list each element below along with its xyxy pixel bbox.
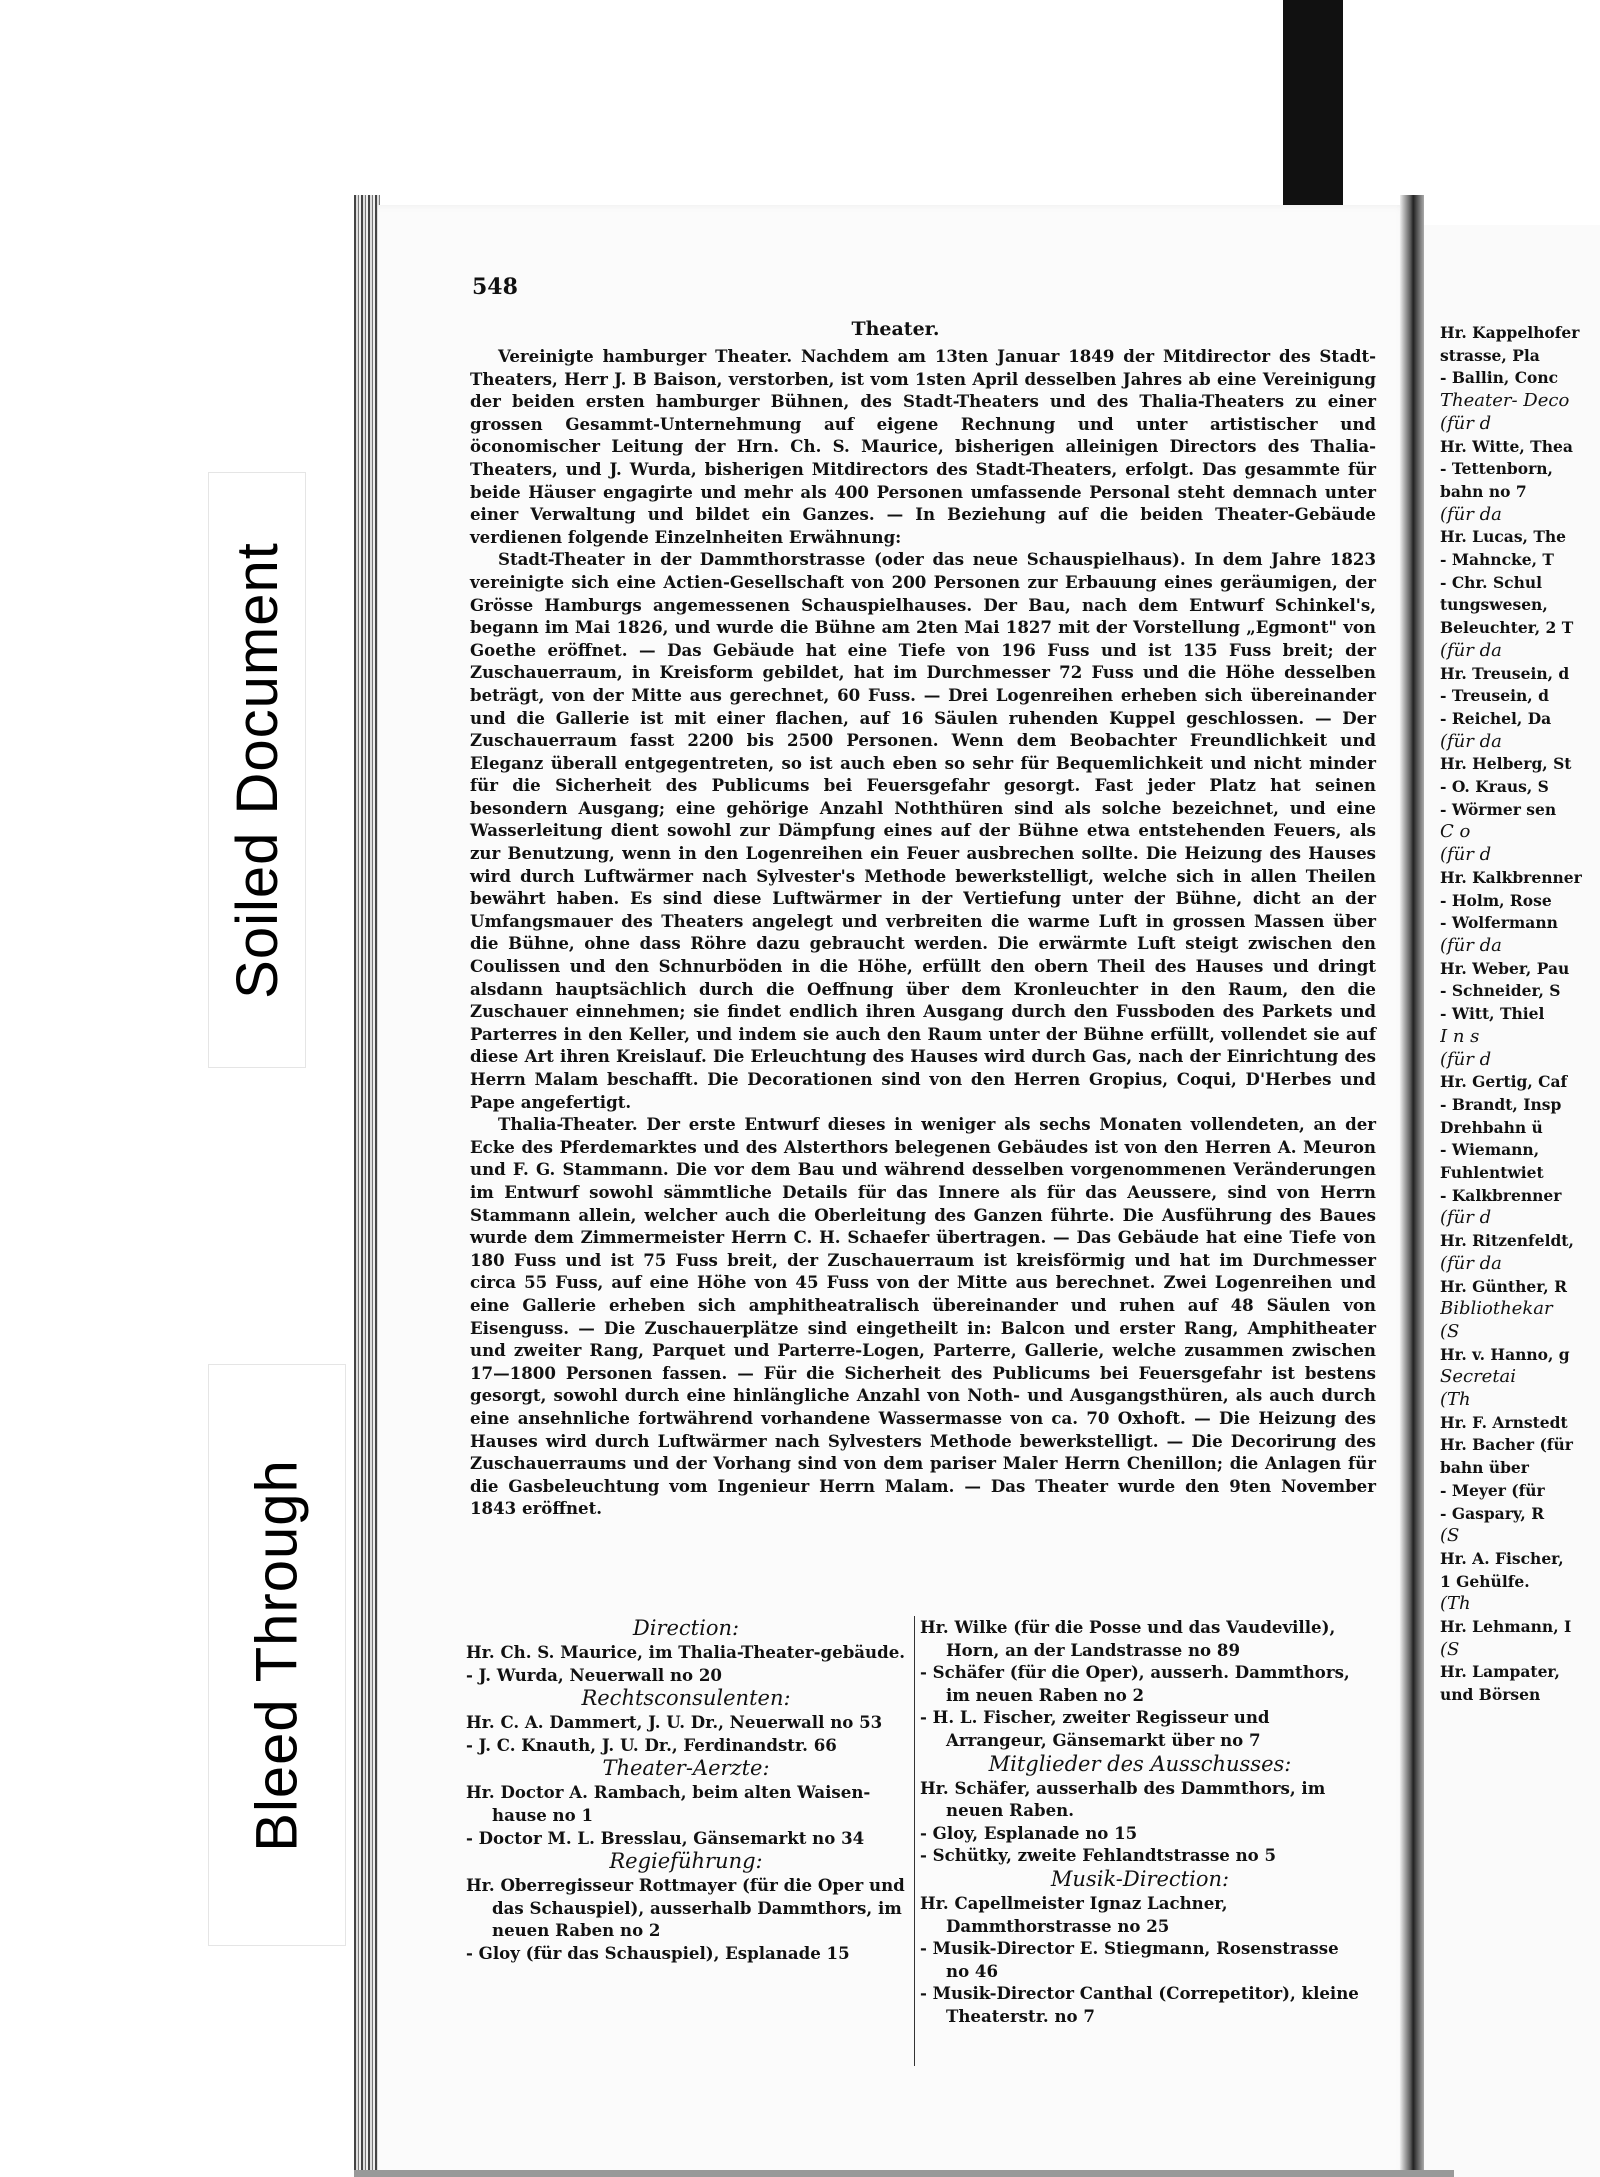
stage-direction-heading: Regieführung: xyxy=(609,1849,763,1874)
list-item: - Musik-Director E. Stiegmann, Rosenstrasse no 46 xyxy=(920,1938,1339,1981)
right-page-line: (für da xyxy=(1440,1252,1502,1274)
right-page-text xyxy=(1440,322,1600,1707)
right-page-line: (für da xyxy=(1440,639,1502,661)
list-item: Hr. Doctor A. Rambach, beim alten Waisen-hause no 1 xyxy=(466,1782,871,1825)
right-page-line: 1 Gehülfe. xyxy=(1440,1571,1530,1591)
right-page-line: Theater- Deco xyxy=(1440,390,1570,412)
right-page-line: - Treusein, d xyxy=(1440,686,1549,706)
section-title: Theater. xyxy=(851,318,940,340)
right-page-line: Hr. Lampater, xyxy=(1440,1662,1560,1682)
column-divider xyxy=(914,1616,915,2066)
book-edge xyxy=(354,195,380,2177)
soiled-document-label xyxy=(208,472,306,1068)
book-bottom-edge xyxy=(354,2170,1454,2177)
right-page-line: Hr. Gertig, Caf xyxy=(1440,1072,1568,1092)
committee-heading: Mitglieder des Ausschusses: xyxy=(988,1751,1292,1776)
list-item: Hr. C. A. Dammert, J. U. Dr., Neuerwall no 53 xyxy=(466,1712,883,1733)
right-page-line: Hr. Treusein, d xyxy=(1440,663,1570,683)
right-page-line: - Mahncke, T xyxy=(1440,550,1554,570)
list-item: - J. Wurda, Neuerwall no 20 xyxy=(466,1664,722,1685)
right-page-line: (für da xyxy=(1440,934,1502,956)
list-item: - Doctor M. L. Bresslau, Gänsemarkt no 34 xyxy=(466,1827,865,1848)
right-page-line: Drehbahn ü xyxy=(1440,1117,1543,1137)
right-page-line: Hr. Lucas, The xyxy=(1440,527,1567,547)
right-page-line: - Gaspary, R xyxy=(1440,1503,1545,1523)
soiled-document-label-text: Soiled Document xyxy=(224,541,290,999)
right-page-line: (Th xyxy=(1440,1593,1471,1615)
right-page-line: (für d xyxy=(1440,412,1492,434)
right-page-line: (S xyxy=(1440,1525,1460,1547)
right-page-line: - O. Kraus, S xyxy=(1440,777,1549,797)
right-page-line: - Wörmer sen xyxy=(1440,799,1557,819)
list-item: - Gloy, Esplanade no 15 xyxy=(920,1822,1138,1843)
right-page-line: bahn über xyxy=(1440,1458,1529,1478)
right-page-line: - Brandt, Insp xyxy=(1440,1094,1562,1114)
book-gutter xyxy=(1400,195,1424,2177)
staff-column-right xyxy=(920,1616,1360,2028)
paragraph-vereinigte: Vereinigte hamburger Theater. Nachdem am 13ten Januar 1849 der Mitdirector des Stadt-Theaters, Herr J. B Baison, verstorben, ist vom 1sten April desselben Jahres ab eine Vereinigung der beiden ersten hamburger Bühnen, des Stadt-Theaters und des Thalia-Theaters zu einer grossen Gesammt-Unternehmung auf eigene Rechnung und unter artistischer und öconomischer Leitung der Hrn. Ch. S. Maurice, bisherigen alleinigen Directors des Thalia-Theaters, und J. Wurda, bisherigen Mitdirectors des Stadt-Theaters, erfolgt. Das gesammte für beide Häuser engagirte und mehr als 400 Personen umfassende Personal steht demnach unter einer Verwaltung und bildet ein Ganzes. — In Beziehung auf die beiden Theater-Gebäude verdienen folgende Einzelnheiten Erwähnung: xyxy=(470,346,1376,547)
right-page-line: Hr. Helberg, St xyxy=(1440,754,1572,774)
right-page-line: C o xyxy=(1440,821,1471,843)
right-page-line: - Ballin, Conc xyxy=(1440,368,1559,388)
right-page-line: - Kalkbrenner xyxy=(1440,1185,1562,1205)
right-page-line: Hr. Bacher (für xyxy=(1440,1435,1573,1455)
right-page-line: tungswesen, xyxy=(1440,595,1548,615)
right-page-line: Hr. v. Hanno, g xyxy=(1440,1344,1570,1364)
bleed-through-label xyxy=(208,1364,346,1946)
right-page-line: Secretai xyxy=(1440,1366,1517,1388)
list-item: Hr. Wilke (für die Posse und das Vaudeville), Horn, an der Landstrasse no 89 xyxy=(920,1617,1336,1660)
right-page-line: I n s xyxy=(1440,1025,1480,1047)
right-page-line: Hr. Kappelhofer xyxy=(1440,323,1580,342)
list-item: - Schütky, zweite Fehlandtstrasse no 5 xyxy=(920,1845,1277,1866)
direction-heading: Direction: xyxy=(632,1616,740,1640)
paragraph-stadt-theater: Stadt-Theater in der Dammthorstrasse (oder das neue Schauspielhaus). In dem Jahre 1823 vereinigte sich eine Actien-Gesellschaft von 200 Personen zur Erbauung eines geräumigen, der Grösse Hamburgs angemessenen Schauspielhauses. Der Bau, nach dem Entwurf Schinkel's, begann im Mai 1826, und wurde die Bühne am 2ten Mai 1827 mit der Vorstellung „Egmont" von Goethe eröffnet. — Das Gebäude hat eine Tiefe von 196 Fuss und ist 135 Fuss breit; der Zuschauerraum, in Kreisform gebildet, hat im Durchmesser 72 Fuss und die Höhe desselben beträgt, von der Mitte aus gerechnet, 60 Fuss. — Drei Logenreihen erheben sich übereinander und die Gallerie ist mit einer flachen, auf 16 Säulen ruhenden Kuppel geschlossen. — Der Zuschauerraum fasst 2200 bis 2500 Personen. Wenn dem Beobachter Freundlichkeit und Eleganz überall entgegentreten, so ist auch eben so sehr für Bequemlichkeit und nicht minder für die Sicherheit des Publicums bei Feuersgefahr gesorgt. Fast jeder Platz hat seinen besondern Ausgang; eine gehörige Anzahl Noththüren sind als solche bezeichnet, und eine Wasserleitung dient sowohl zur Dämpfung eines auf der Bühne etwa entstehenden Feuers, als zur Benutzung, wenn in den Logenreihen ein Feuer ausbrechen sollte. Die Heizung des Hauses wird durch Luftwärmer nach Sylvester's Methode bewerkstelligt, welche sich in allen Theilen bewährt haben. Es sind diese Luftwärmer in der Vertiefung unter der Bühne, dicht an der Umfangsmauer des Theaters angelegt und verbreiten die warme Luft in grossen Massen über die Bühne, ohne dass Röhre dazu gebraucht werden. Die erwärmte Luft steigt zwischen den Coulissen und den Schnurböden in die Höhe, erfüllt den obern Theil des Hauses und dringt alsdann hauptsächlich durch die Oeffnung über dem Kronleuchter in den Raum, den die Zuschauer einnehmen; sie findet endlich ihren Ausgang durch den Fussboden des Parkets und Parterres in den Keller, und indem sie auch den Raum unter der Bühne erfüllt, vollendet sie auf diese Art ihren Kreislauf. Die Erleuchtung des Hauses wird durch Gas, nach der Einrichtung des Herrn Malam beschafft. Die Decorationen sind von den Herren Gropius, Coqui, D'Herbes und Pape angefertigt. xyxy=(470,549,1376,1112)
right-page-line: (für d xyxy=(1440,1207,1492,1229)
right-page-line: (Th xyxy=(1440,1389,1471,1411)
right-page-line: Beleuchter, 2 T xyxy=(1440,618,1574,638)
list-item: - H. L. Fischer, zweiter Regisseur und Arrangeur, Gänsemarkt über no 7 xyxy=(920,1707,1270,1750)
right-page-line: Hr. Kalkbrenner xyxy=(1440,867,1582,887)
right-page-line: - Wiemann, xyxy=(1440,1140,1540,1160)
right-page-line: Hr. Lehmann, I xyxy=(1440,1617,1572,1637)
main-text xyxy=(470,345,1376,1520)
right-page-line: - Holm, Rose xyxy=(1440,890,1552,910)
right-page-line: Hr. Witte, Thea xyxy=(1440,436,1573,456)
binding-strip xyxy=(1283,0,1343,220)
list-item: Hr. Oberregisseur Rottmayer (für die Oper und das Schauspiel), ausserhalb Dammthors, im neuen Raben no 2 xyxy=(466,1875,905,1941)
list-item: Hr. Capellmeister Ignaz Lachner, Dammthorstrasse no 25 xyxy=(920,1892,1228,1936)
right-page-line: strasse, Pla xyxy=(1440,345,1540,365)
right-page-line: (für d xyxy=(1440,844,1492,866)
doctors-heading: Theater-Aerzte: xyxy=(602,1756,770,1781)
bleed-through-label-text: Bleed Through xyxy=(244,1458,310,1852)
paragraph-thalia-theater: Thalia-Theater. Der erste Entwurf dieses in weniger als sechs Monaten vollendeten, an der Ecke des Pferdemarktes und des Alsterthors belegenen Gebäudes ist von den Herren A. Meuron und F. G. Stammann. Die vor dem Bau und während desselben vorgenommenen Veränderungen im Entwurf sowohl sämmtliche Details für das Innere als für das Aeussere, sind von Herrn Stammann allein, welcher auch die Oberleitung des Ganzen führte. Die Ausführung des Baues wurde dem Zimmermeister Herrn C. H. Schaefer übertragen. — Das Gebäude hat eine Tiefe von 180 Fuss und ist 75 Fuss breit, der Zuschauerraum ist kreisförmig und hat im Durchmesser circa 55 Fuss, auf eine Höhe von 45 Fuss von der Mitte aus berechnet. Zwei Logenreihen und eine Gallerie erheben sich amphitheatralisch übereinander und ruhen auf 48 Säulen von Eisenguss. — Die Zuschauerplätze sind eingetheilt in: Balcon und erster Rang, Amphitheater und zweiter Rang, Parquet und Parterre-Logen, Parterre, Gallerie, welche zusammen zwischen 17—1800 Personen fassen. — Für die Sicherheit des Publicums bei Feuersgefahr ist bestens gesorgt, sowohl durch eine hinlängliche Anzahl von Noth- und Ausgangsthüren, als auch durch eine ansehnliche fortwährend vorhandene Wassermasse von ca. 70 Oxhoft. — Die Heizung des Hauses wird durch Luftwärmer nach Sylvesters Methode bewerkstelligt. — Die Decorirung des Zuschauerraums und der Vorhang sind von dem pariser Maler Herrn Chenillon; die Anlagen für die Gasbeleuchtung vom Ingenieur Herrn Malam. — Das Theater wurde den 9ten November 1843 eröffnet. xyxy=(470,1114,1376,1519)
music-heading: Musik-Direction: xyxy=(1050,1866,1230,1891)
list-item: - Schäfer (für die Oper), ausserh. Dammthors, im neuen Raben no 2 xyxy=(920,1662,1350,1705)
right-page-line: (für d xyxy=(1440,1048,1492,1070)
right-page-line: und Börsen xyxy=(1440,1685,1541,1705)
right-page-line: Fuhlentwiet xyxy=(1440,1163,1544,1183)
list-item: Hr. Ch. S. Maurice, im Thalia-Theater-gebäude. xyxy=(466,1642,906,1662)
staff-column-left xyxy=(466,1616,906,1965)
right-page-line: (S xyxy=(1440,1320,1460,1342)
right-page-line: Hr. Ritzenfeldt, xyxy=(1440,1231,1574,1251)
right-page-line: (für da xyxy=(1440,503,1502,525)
right-page-line: (S xyxy=(1440,1638,1460,1660)
right-page-line: - Witt, Thiel xyxy=(1440,1004,1545,1024)
right-page-line: - Wolfermann xyxy=(1440,913,1558,933)
right-page-line: Hr. F. Arnstedt xyxy=(1440,1412,1568,1432)
list-item: - J. C. Knauth, J. U. Dr., Ferdinandstr. 66 xyxy=(466,1734,837,1755)
right-page-line: - Tettenborn, xyxy=(1440,459,1553,479)
right-page-line: - Meyer (für xyxy=(1440,1480,1545,1500)
right-page-line: bahn no 7 xyxy=(1440,481,1527,501)
right-page-line: Hr. Günther, R xyxy=(1440,1276,1567,1296)
right-page-line: (für da xyxy=(1440,730,1502,752)
right-page-line: Hr. A. Fischer, xyxy=(1440,1548,1564,1568)
right-page-line: - Schneider, S xyxy=(1440,981,1561,1001)
legal-heading: Rechtsconsulenten: xyxy=(581,1686,791,1711)
right-page-line: Hr. Weber, Pau xyxy=(1440,958,1570,978)
right-page-line: Bibliothekar xyxy=(1440,1298,1553,1320)
list-item: Hr. Schäfer, ausserhalb des Dammthors, im neuen Raben. xyxy=(920,1777,1326,1821)
list-item: - Gloy (für das Schauspiel), Esplanade 15 xyxy=(466,1942,850,1963)
list-item: - Musik-Director Canthal (Correpetitor), kleine Theaterstr. no 7 xyxy=(920,1983,1359,2026)
page-number: 548 xyxy=(472,274,518,300)
right-page-line: - Chr. Schul xyxy=(1440,572,1543,592)
right-page-line: - Reichel, Da xyxy=(1440,708,1552,728)
